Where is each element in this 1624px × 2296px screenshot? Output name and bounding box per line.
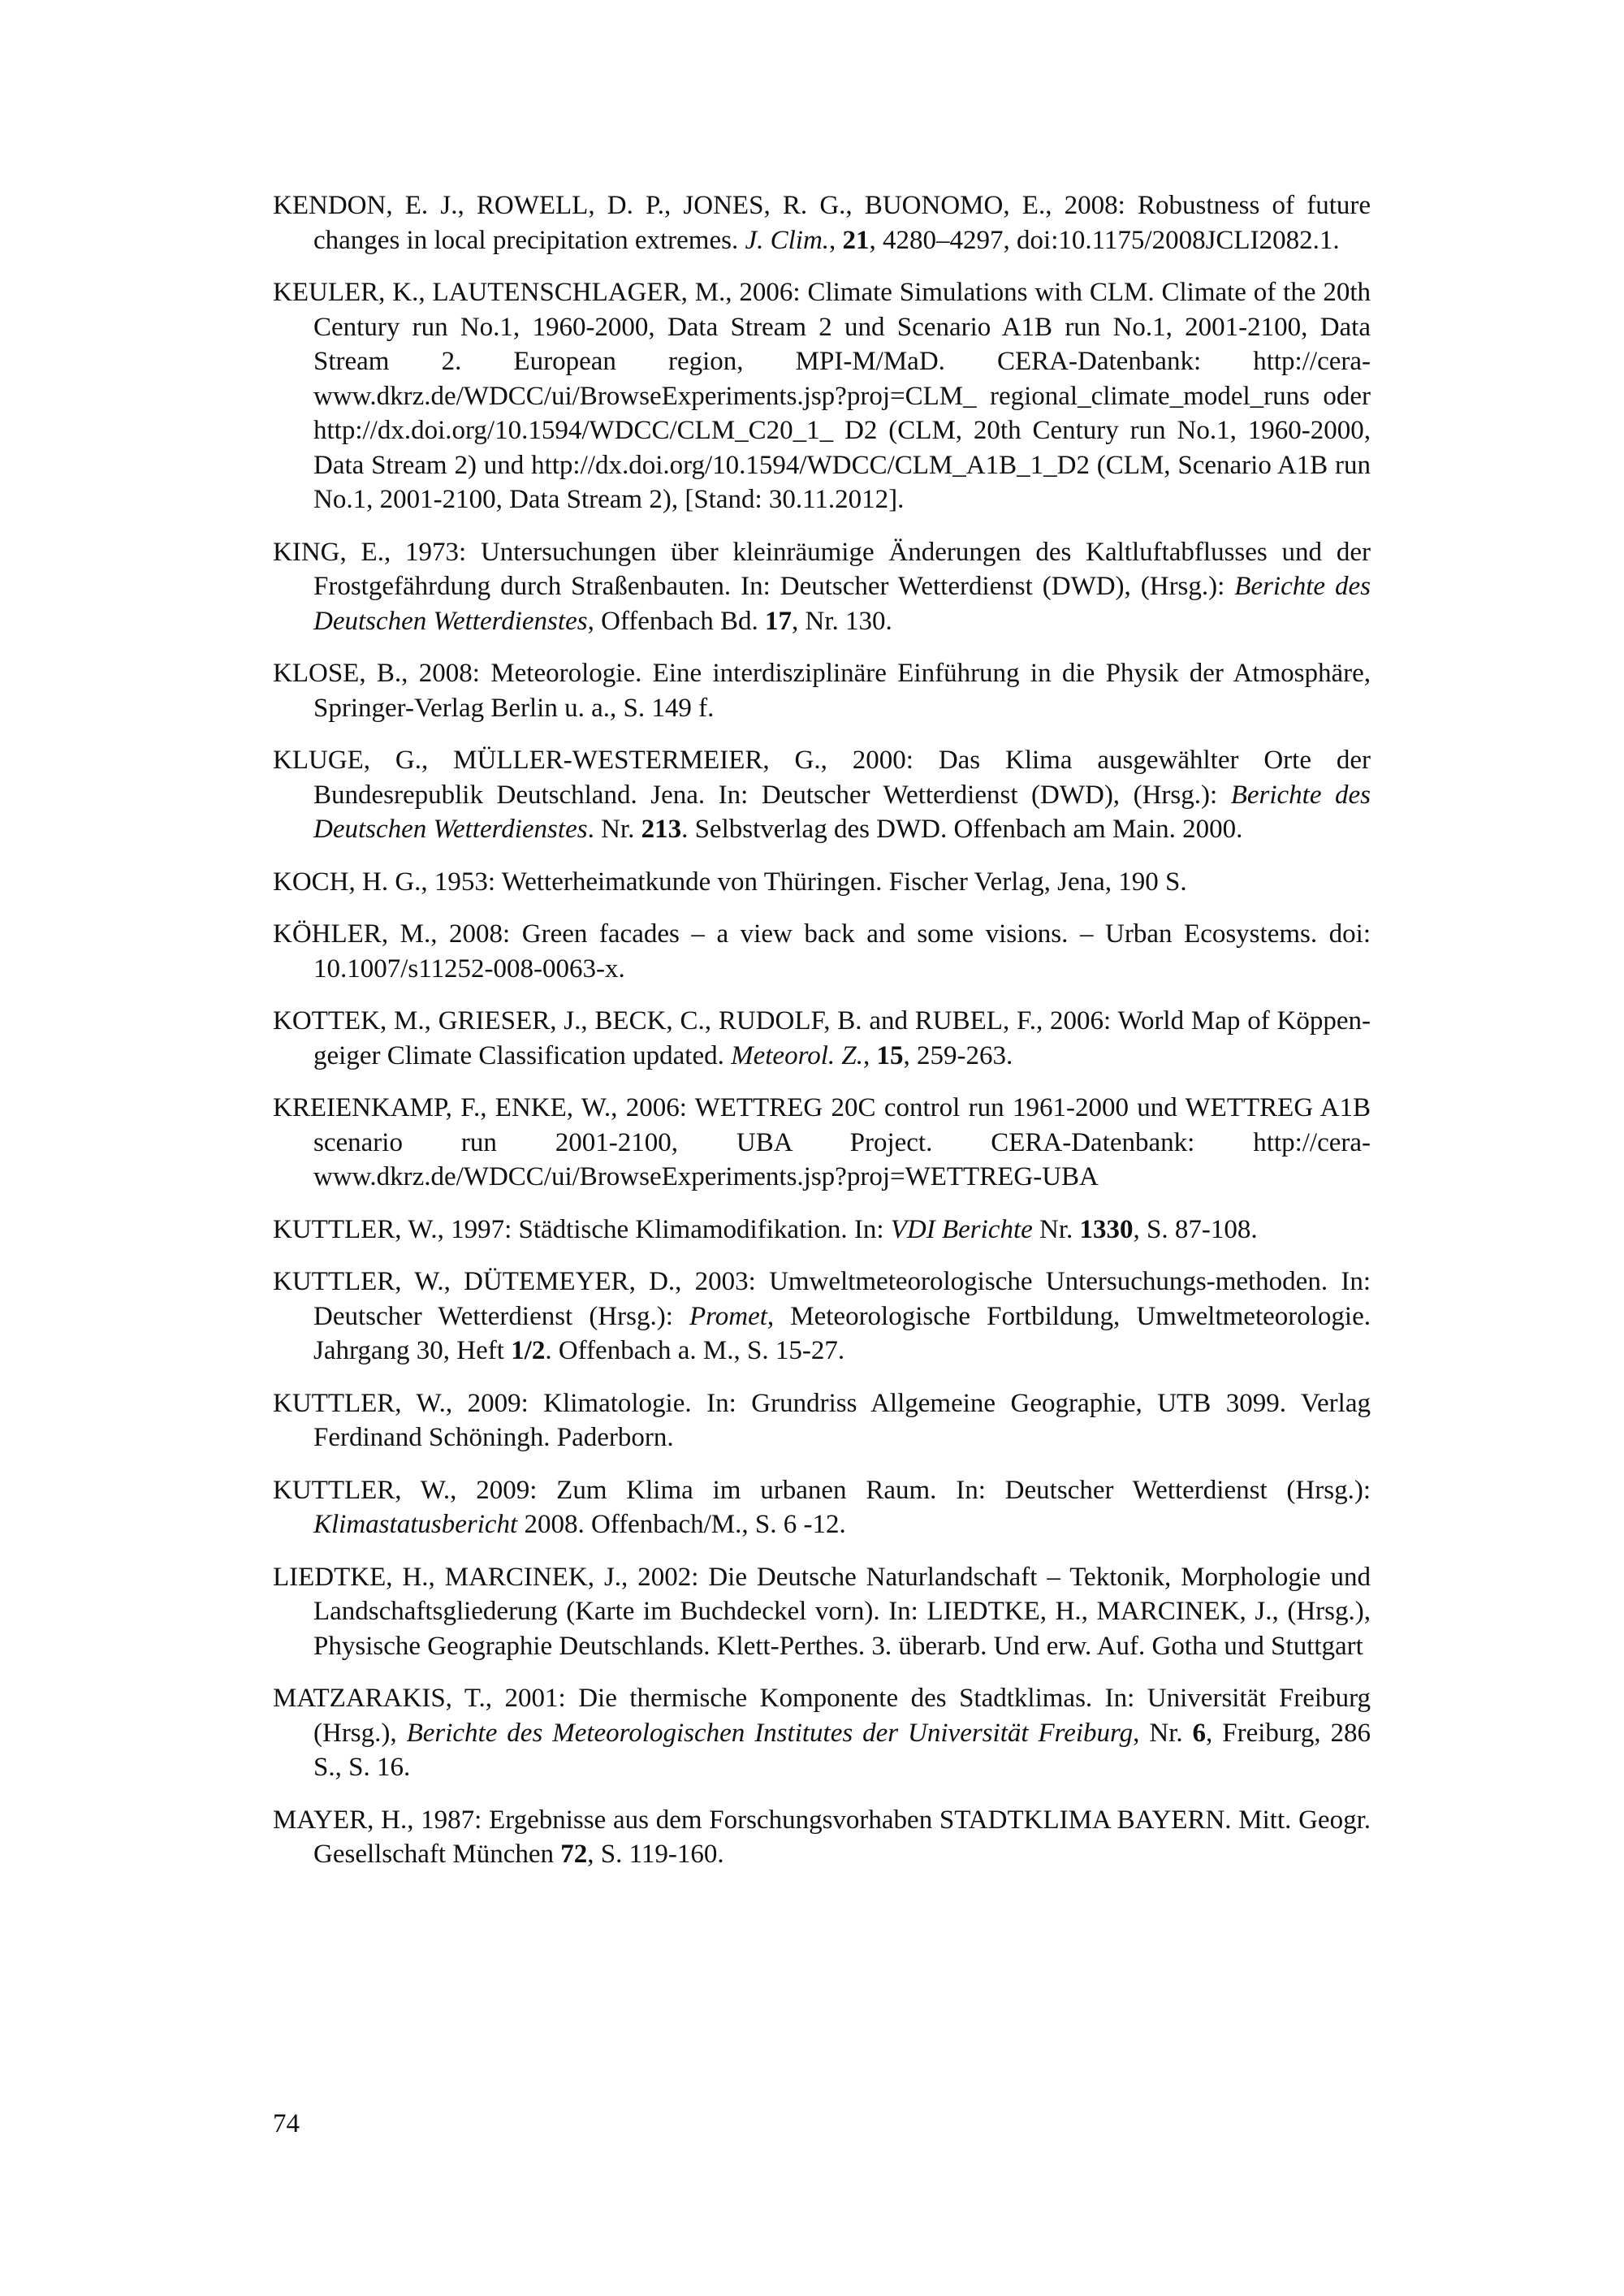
reference-volume: 15 — [876, 1040, 904, 1070]
reference-text: . Offenbach a. M., S. 15-27. — [545, 1336, 845, 1365]
reference-volume: 21 — [842, 225, 870, 255]
page-number: 74 — [273, 2109, 300, 2138]
reference-volume: 72 — [560, 1840, 588, 1869]
reference-entry — [273, 535, 1371, 639]
reference-volume: 1330 — [1079, 1214, 1134, 1244]
reference-text: KLUGE, G., MÜLLER-WESTERMEIER, G., 2000: Das Klima ausgewählter Orte der Bundesrepublik Deutschland. Jena. In: Deutscher Wetterdienst (DWD), (Hrsg.): — [273, 746, 1371, 810]
reference-entry — [273, 1213, 1371, 1247]
reference-text: , 259-263. — [903, 1040, 1013, 1070]
reference-text: Nr. — [1032, 1214, 1080, 1244]
reference-text: , — [829, 225, 843, 255]
reference-journal: VDI Berichte — [890, 1214, 1033, 1244]
reference-text: . Selbstverlag des DWD. Offenbach am Main. 2000. — [681, 815, 1243, 844]
reference-text: KENDON, E. J., ROWELL, D. P., JONES, R. G., BUONOMO, E., 2008: Robustness of future changes in local precipitation extremes. — [273, 191, 1371, 255]
reference-journal: J. Clim. — [745, 225, 830, 255]
reference-entry — [273, 1560, 1371, 1664]
reference-list — [273, 188, 1371, 1890]
reference-text: LIEDTKE, H., MARCINEK, J., 2002: Die Deutsche Naturlandschaft – Tektonik, Morphologie und Landschaftsgliederung (Karte im Buchdeckel vorn). In: LIEDTKE, H., MARCINEK, J., (Hrsg.), Physische Geographie Deutschlands. Klett-Perthes. 3. überarb. Und erw. Auf. Gotha und Stuttgart — [273, 1562, 1371, 1661]
reference-text: , — [862, 1040, 877, 1070]
reference-text: KING, E., 1973: Untersuchungen über kleinräumige Änderungen des Kaltluftabflusses und der Frostgefährdung durch Straßenbauten. In: Deutscher Wetterdienst (DWD), (Hrsg.): — [273, 537, 1371, 601]
reference-entry — [273, 1803, 1371, 1872]
reference-text: , S. 87-108. — [1133, 1214, 1258, 1244]
reference-text: , Freiburg, 286 S., S. 16. — [313, 1718, 1371, 1782]
reference-entry — [273, 743, 1371, 847]
reference-text: . Nr. — [587, 815, 641, 844]
reference-entry — [273, 275, 1371, 517]
reference-entry — [273, 1473, 1371, 1542]
reference-journal: Berichte des Deutschen Wetterdienstes — [313, 572, 1371, 636]
reference-text: KÖHLER, M., 2008: Green facades – a view back and some visions. – Urban Ecosystems. doi: 10.1007/s11252-008-0063-x. — [273, 919, 1371, 984]
reference-volume: 17 — [764, 606, 792, 636]
reference-text: MAYER, H., 1987: Ergebnisse aus dem Forschungsvorhaben STADTKLIMA BAYERN. Mitt. Geogr. Gesellschaft München — [273, 1805, 1371, 1869]
reference-text: KOCH, H. G., 1953: Wetterheimatkunde von Thüringen. Fischer Verlag, Jena, 190 S. — [273, 867, 1187, 897]
reference-volume: 1/2 — [511, 1336, 546, 1365]
reference-journal: Meteorol. Z. — [731, 1040, 863, 1070]
reference-text: KUTTLER, W., 2009: Zum Klima im urbanen Raum. In: Deutscher Wetterdienst (Hrsg.): — [273, 1475, 1371, 1505]
reference-text: , S. 119-160. — [587, 1840, 724, 1869]
reference-text: KOTTEK, M., GRIESER, J., BECK, C., RUDOLF, B. and RUBEL, F., 2006: World Map of Köppen-geiger Climate Classification updated. — [273, 1006, 1371, 1070]
reference-entry — [273, 1004, 1371, 1073]
reference-entry — [273, 188, 1371, 257]
reference-text: KREIENKAMP, F., ENKE, W., 2006: WETTREG 20C control run 1961-2000 und WETTREG A1B scenario run 2001-2100, UBA Project. CERA-Datenbank: http://cera-www.dkrz.de/WDCC/ui/BrowseExperiments.jsp?proj=WETTREG-UBA — [273, 1093, 1371, 1191]
reference-volume: 213 — [641, 815, 682, 844]
reference-entry — [273, 1681, 1371, 1785]
reference-entry — [273, 1386, 1371, 1455]
reference-text: , Nr. — [1133, 1718, 1193, 1748]
reference-text: , Meteorologische Fortbildung, Umweltmeteorologie. Jahrgang 30, Heft — [313, 1301, 1371, 1365]
reference-text: KUTTLER, W., DÜTEMEYER, D., 2003: Umweltmeteorologische Untersuchungs-methoden. In: Deutscher Wetterdienst (Hrsg.): — [273, 1267, 1371, 1331]
reference-text: , Offenbach Bd. — [587, 606, 765, 636]
reference-text: KUTTLER, W., 2009: Klimatologie. In: Grundriss Allgemeine Geographie, UTB 3099. Verlag Ferdinand Schöningh. Paderborn. — [273, 1388, 1371, 1452]
reference-volume: 6 — [1192, 1718, 1207, 1748]
reference-journal: Klimastatusbericht — [313, 1510, 518, 1539]
reference-text: KLOSE, B., 2008: Meteorologie. Eine interdisziplinäre Einführung in die Physik der Atmosphäre, Springer-Verlag Berlin u. a., S. 149 f. — [273, 659, 1371, 723]
reference-text: , 4280–4297, doi:10.1175/2008JCLI2082.1. — [869, 225, 1340, 255]
reference-journal: Promet — [689, 1301, 767, 1331]
reference-entry — [273, 1265, 1371, 1369]
reference-journal: Berichte des Meteorologischen Institutes der Universität Freiburg — [406, 1718, 1134, 1748]
reference-text: KEULER, K., LAUTENSCHLAGER, M., 2006: Climate Simulations with CLM. Climate of the 20th Century run No.1, 1960-2000, Data Stream 2 und Scenario A1B run No.1, 2001-2100, Data Stream 2. European region, MPI-M/MaD. CERA-Datenbank: http://cera- www.dkrz.de/WDCC/ui/BrowseExperiments.jsp?proj=CLM_ regional_climate_model_runs oder http://dx.doi.org/10.1594/WDCC/CLM_C20_1_ D2 (CLM, 20th Century run No.1, 1960-2000, Data Stream 2) und http://dx.doi.org/10.1594/WDCC/CLM_A1B_1_D2 (CLM, Scenario A1B run No.1, 2001-2100, Data Stream 2), [Stand: 30.11.2012]. — [273, 278, 1371, 514]
reference-entry — [273, 1091, 1371, 1195]
reference-entry — [273, 656, 1371, 725]
reference-journal: Berichte des Deutschen Wetterdienstes — [313, 780, 1371, 844]
reference-text: , Nr. 130. — [791, 606, 892, 636]
reference-entry — [273, 917, 1371, 986]
reference-text: 2008. Offenbach/M., S. 6 -12. — [517, 1510, 846, 1539]
reference-entry — [273, 865, 1371, 900]
reference-text: KUTTLER, W., 1997: Städtische Klimamodifikation. In: — [273, 1214, 891, 1244]
reference-text: MATZARAKIS, T., 2001: Die thermische Komponente des Stadtklimas. In: Universität Freiburg (Hrsg.), — [273, 1684, 1371, 1748]
